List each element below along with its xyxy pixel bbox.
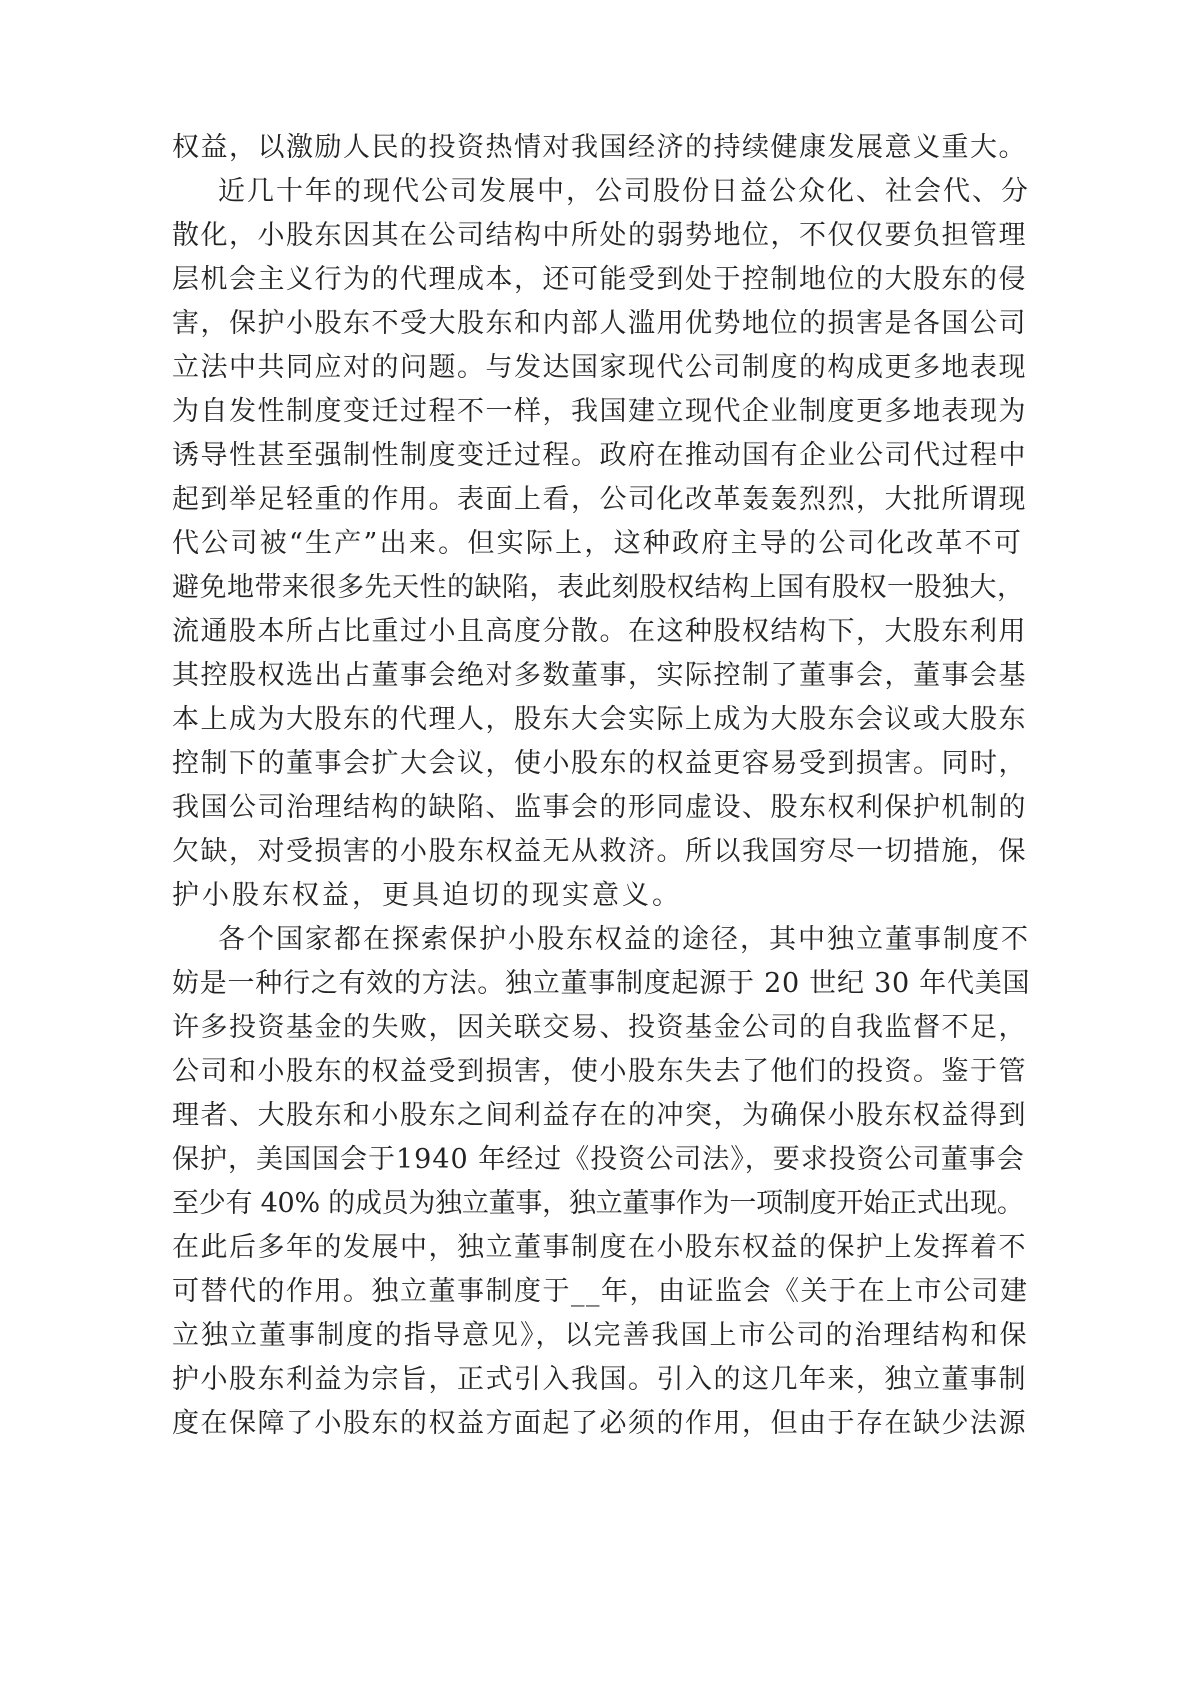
text-line: 本上成为大股东的代理人，股东大会实际上成为大股东会议或大股东 (172, 704, 1027, 735)
text-line: 立法中共同应对的问题。与发达国家现代公司制度的构成更多地表现 (172, 352, 1027, 383)
text-line: 近几十年的现代公司发展中，公司股份日益公众化、社会代、分 (218, 176, 1030, 207)
text-line: 散化，小股东因其在公司结构中所处的弱势地位，不仅仅要负担管理 (172, 220, 1027, 251)
text-line: 控制下的董事会扩大会议，使小股东的权益更容易受到损害。同时， (172, 748, 1027, 779)
text-line: 避免地带来很多先天性的缺陷，表此刻股权结构上国有股权一股独大， (172, 572, 1025, 603)
text-line: 我国公司治理结构的缺陷、监事会的形同虚设、股东权利保护机制的 (172, 792, 1027, 823)
text-line: 至少有 40% 的成员为独立董事，独立董事作为一项制度开始正式出现。 (172, 1188, 1024, 1219)
text-line: 起到举足轻重的作用。表面上看，公司化改革轰轰烈烈，大批所谓现 (172, 484, 1027, 515)
text-line: 流通股本所占比重过小且高度分散。在这种股权结构下，大股东利用 (172, 616, 1027, 647)
text-line: 欠缺，对受损害的小股东权益无从救济。所以我国穷尽一切措施，保 (172, 836, 1027, 867)
text-line: 可替代的作用。独立董事制度于__年，由证监会《关于在上市公司建 (172, 1276, 1029, 1307)
text-line: 权益，以激励人民的投资热情对我国经济的持续健康发展意义重大。 (172, 132, 1027, 163)
text-line: 护小股东利益为宗旨，正式引入我国。引入的这几年来，独立董事制 (172, 1364, 1027, 1395)
text-line: 公司和小股东的权益受到损害，使小股东失去了他们的投资。鉴于管 (172, 1056, 1027, 1087)
text-line: 立独立董事制度的指导意见》，以完善我国上市公司的治理结构和保 (172, 1320, 1029, 1351)
text-line: 护小股东权益，更具迫切的现实意义。 (172, 880, 682, 911)
text-line: 层机会主义行为的代理成本，还可能受到处于控制地位的大股东的侵 (172, 264, 1027, 295)
text-line: 度在保障了小股东的权益方面起了必须的作用，但由于存在缺少法源 (172, 1408, 1027, 1439)
text-line: 保护，美国国会于1940 年经过《投资公司法》，要求投资公司董事会 (172, 1144, 1025, 1175)
text-line: 许多投资基金的失败，因关联交易、投资基金公司的自我监督不足， (172, 1012, 1027, 1043)
text-line: 在此后多年的发展中，独立董事制度在小股东权益的保护上发挥着不 (172, 1232, 1027, 1263)
text-line: 理者、大股东和小股东之间利益存在的冲突，为确保小股东权益得到 (172, 1100, 1027, 1131)
text-line: 妨是一种行之有效的方法。独立董事制度起源于 20 世纪 30 年代美国 (172, 968, 1031, 999)
text-line: 代公司被“生产”出来。但实际上，这种政府主导的公司化改革不可 (172, 528, 1024, 559)
text-line: 其控股权选出占董事会绝对多数董事，实际控制了董事会，董事会基 (172, 660, 1027, 691)
text-line: 各个国家都在探索保护小股东权益的途径，其中独立董事制度不 (218, 924, 1030, 955)
text-line: 为自发性制度变迁过程不一样，我国建立现代企业制度更多地表现为 (172, 396, 1027, 427)
text-line: 害，保护小股东不受大股东和内部人滥用优势地位的损害是各国公司 (172, 308, 1027, 339)
text-line: 诱导性甚至强制性制度变迁过程。政府在推动国有企业公司代过程中 (172, 440, 1027, 471)
